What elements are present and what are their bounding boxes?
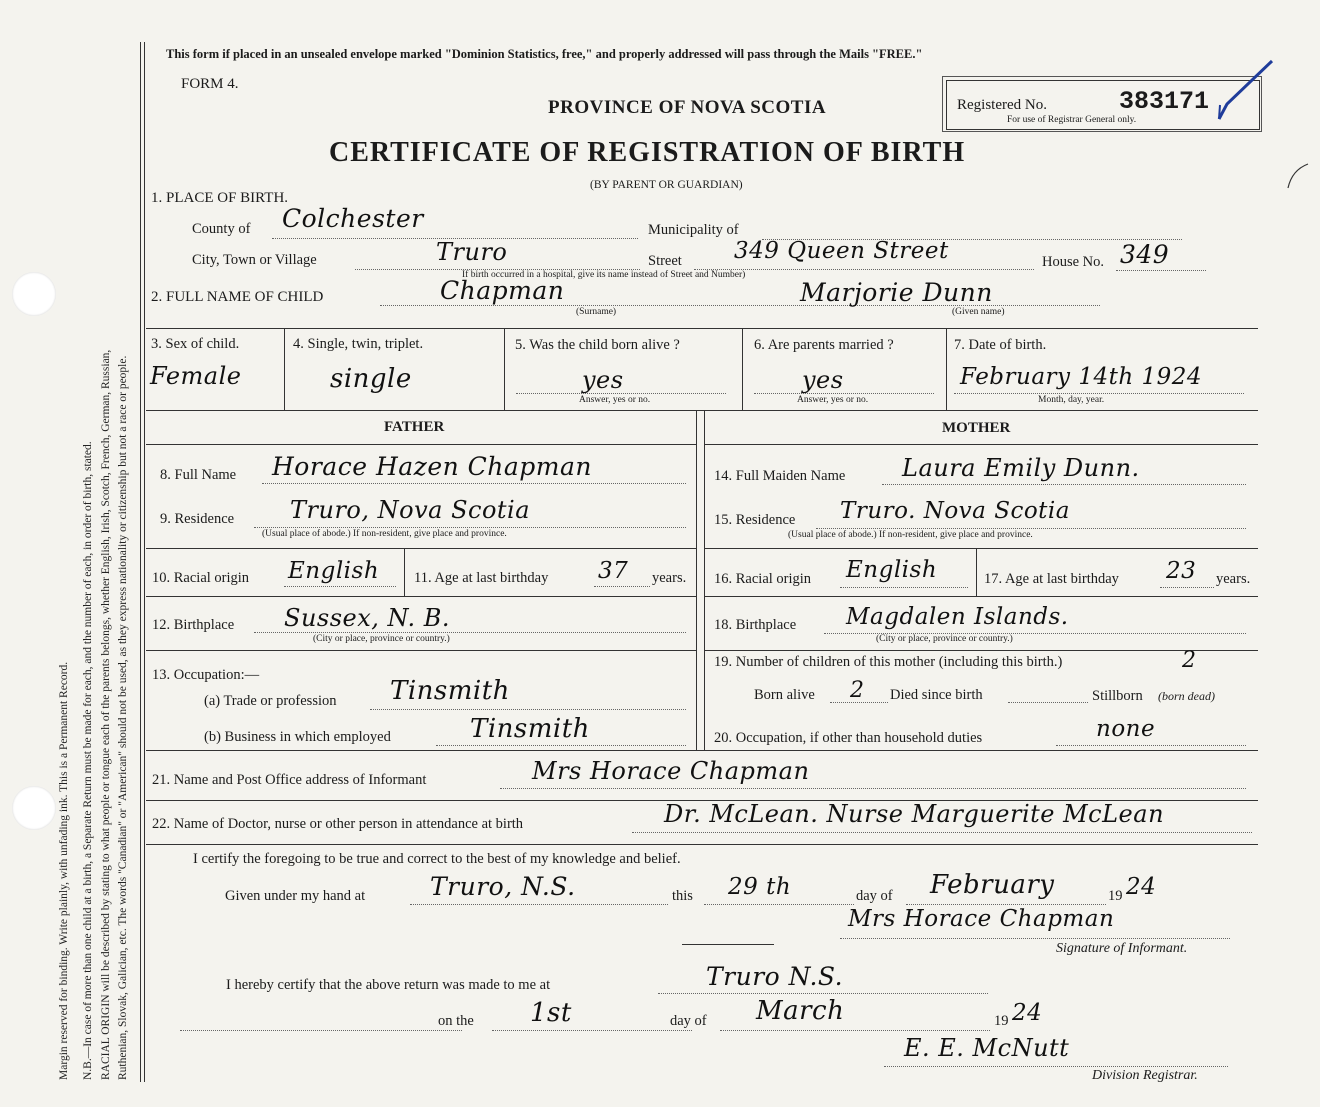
registrar-day-of-label: day of (670, 1013, 707, 1029)
sex-label: 3. Sex of child. (151, 336, 240, 352)
given-name-note: (Given name) (952, 307, 1005, 317)
died-since-birth-label: Died since birth (890, 687, 983, 703)
mother-occupation-value: none (1096, 716, 1156, 742)
father-birthplace-value: Sussex, N. B. (284, 604, 451, 632)
mother-name-value: Laura Emily Dunn. (902, 454, 1140, 482)
mother-name-label: 14. Full Maiden Name (714, 468, 846, 484)
house-no-value: 349 (1120, 240, 1170, 269)
born-alive-count-value: 2 (850, 678, 865, 703)
informant-label: 21. Name and Post Office address of Informant (152, 772, 427, 788)
date-of-birth-note: Month, day, year. (1038, 395, 1105, 405)
certificate-subtitle: (BY PARENT OR GUARDIAN) (590, 179, 743, 191)
born-alive-value: yes (582, 366, 624, 394)
form-number: FORM 4. (181, 76, 239, 92)
mother-residence-note: (Usual place of abode.) If non-resident, give place and province. (788, 530, 1033, 540)
margin-note-binding: Margin reserved for binding. Write plainly, with unfading ink. This is a Permanent Record. (58, 661, 70, 1080)
certify-statement: I certify the foregoing to be true and correct to the best of my knowledge and belief. (193, 851, 681, 867)
father-residence-label: 9. Residence (160, 511, 235, 527)
mail-notice: This form if placed in an unsealed envelope marked "Dominion Statistics, free," and properly addressed will pass through the Mails "FREE." (166, 47, 923, 61)
doctor-value: Dr. McLean. Nurse Marguerite McLean (664, 800, 1165, 828)
child-given-name: Marjorie Dunn (800, 278, 993, 307)
certify-year-value: 24 (1126, 874, 1157, 900)
this-label: this (672, 888, 693, 904)
mother-occupation-label: 20. Occupation, if other than household duties (714, 730, 983, 746)
county-value: Colchester (282, 204, 424, 233)
mother-years-label: years. (1216, 571, 1251, 587)
registered-no-value: 383171 (1119, 87, 1210, 116)
hospital-note: If birth occurred in a hospital, give its name instead of Street and Number) (462, 270, 746, 280)
stillborn-note: (born dead) (1158, 689, 1215, 703)
registrar-general-note: For use of Registrar General only. (1007, 115, 1137, 125)
pen-check-mark-icon (1217, 59, 1277, 129)
pen-mark-icon (1286, 160, 1310, 190)
father-race-label: 10. Racial origin (152, 570, 250, 586)
date-of-birth-label: 7. Date of birth. (954, 337, 1047, 353)
born-alive-label: 5. Was the child born alive ? (515, 337, 680, 353)
father-age-value: 37 (598, 558, 629, 584)
registration-box (946, 80, 1260, 130)
mother-heading: MOTHER (942, 420, 1011, 436)
father-trade-value: Tinsmith (390, 676, 510, 706)
given-place-value: Truro, N.S. (430, 872, 576, 901)
mother-birthplace-note: (City or place, province or country.) (876, 634, 1013, 644)
children-count-value: 2 (1182, 648, 1197, 673)
mother-age-value: 23 (1166, 558, 1197, 584)
mother-residence-label: 15. Residence (714, 512, 796, 528)
father-birthplace-label: 12. Birthplace (152, 617, 235, 633)
born-alive-count-label: Born alive (754, 687, 815, 703)
father-name-label: 8. Full Name (160, 467, 237, 483)
municipality-label: Municipality of (648, 222, 739, 238)
certify-day-value: 29 th (728, 874, 792, 900)
father-residence-note: (Usual place of abode.) If non-resident, give place and province. (262, 529, 507, 539)
stillborn-label: Stillborn (1092, 688, 1143, 704)
registered-no-label: Registered No. (957, 97, 1047, 113)
registrar-on-the-label: on the (438, 1013, 474, 1029)
registrar-signature: E. E. McNutt (904, 1034, 1070, 1062)
father-occupation-label: 13. Occupation:— (152, 667, 260, 683)
street-label: Street (648, 253, 682, 269)
father-race-value: English (288, 558, 380, 584)
registrar-statement: I hereby certify that the above return was made to me at (226, 977, 551, 993)
father-residence-value: Truro, Nova Scotia (290, 496, 531, 524)
certify-year-prefix: 19 (1108, 888, 1123, 904)
father-years-label: years. (652, 570, 687, 586)
informant-value: Mrs Horace Chapman (532, 757, 810, 785)
certify-day-of-label: day of (856, 888, 893, 904)
surname-note: (Surname) (576, 307, 617, 317)
child-name-label: 2. FULL NAME OF CHILD (151, 289, 324, 305)
birth-type-label: 4. Single, twin, triplet. (293, 336, 424, 352)
city-label: City, Town or Village (192, 252, 317, 268)
place-of-birth-label: 1. PLACE OF BIRTH. (151, 190, 289, 206)
born-alive-note: Answer, yes or no. (579, 395, 651, 405)
margin-note-racial-origin-2: Ruthenian, Slovak, Galician, etc. The words "Canadian" or "American" should not be used, as they express nationality or citizenship but not a race or people. (117, 355, 129, 1080)
father-heading: FATHER (384, 419, 445, 435)
registrar-month-value: March (756, 996, 845, 1026)
city-value: Truro (436, 238, 508, 266)
informant-signature-label: Signature of Informant. (1056, 941, 1188, 956)
parents-married-label: 6. Are parents married ? (754, 337, 894, 353)
certify-month-value: February (930, 870, 1055, 900)
father-birthplace-note: (City or place, province or country.) (313, 634, 450, 644)
certificate-title: CERTIFICATE OF REGISTRATION OF BIRTH (329, 137, 966, 168)
father-name-value: Horace Hazen Chapman (272, 452, 593, 481)
sex-value: Female (150, 362, 242, 390)
child-surname: Chapman (440, 276, 565, 305)
margin-note-racial-origin: RACIAL ORIGIN will be described by stating to what people or tongue each of the parents belongs, whether English, Irish, Scotch, French, German, Russian, (100, 349, 112, 1080)
father-age-label: 11. Age at last birthday (414, 570, 549, 586)
registrar-signature-label: Division Registrar. (1092, 1068, 1198, 1083)
mother-birthplace-value: Magdalen Islands. (846, 604, 1069, 630)
binding-hole-top (12, 272, 56, 316)
birth-type-value: single (330, 364, 412, 394)
father-trade-label: (a) Trade or profession (204, 693, 337, 709)
province-heading: PROVINCE OF NOVA SCOTIA (548, 97, 827, 118)
margin-note-multiple-births: N.B.—In case of more than one child at a birth, a Separate Return must be made for each, and the number of each, in order of birth, stated. (82, 441, 94, 1080)
parents-married-note: Answer, yes or no. (797, 395, 869, 405)
date-of-birth-value: February 14th 1924 (960, 364, 1203, 390)
registrar-day-value: 1st (530, 998, 572, 1028)
father-business-value: Tinsmith (470, 714, 590, 744)
mother-residence-value: Truro. Nova Scotia (840, 498, 1070, 524)
registrar-year-prefix: 19 (994, 1013, 1009, 1029)
parents-married-value: yes (802, 366, 844, 394)
given-under-label: Given under my hand at (225, 888, 366, 904)
informant-signature: Mrs Horace Chapman (848, 906, 1115, 932)
children-count-label: 19. Number of children of this mother (including this birth.) (714, 654, 1063, 670)
father-business-label: (b) Business in which employed (204, 729, 391, 745)
mother-age-label: 17. Age at last birthday (984, 571, 1119, 587)
mother-race-label: 16. Racial origin (714, 571, 812, 587)
street-value: 349 Queen Street (734, 238, 949, 264)
mother-race-value: English (846, 557, 938, 583)
binding-hole-bottom (12, 786, 56, 830)
county-label: County of (192, 221, 251, 237)
mother-birthplace-label: 18. Birthplace (714, 617, 797, 633)
registrar-place-value: Truro N.S. (706, 962, 844, 991)
doctor-label: 22. Name of Doctor, nurse or other person in attendance at birth (152, 816, 524, 832)
house-no-label: House No. (1042, 254, 1105, 270)
registrar-year-value: 24 (1012, 1000, 1043, 1026)
